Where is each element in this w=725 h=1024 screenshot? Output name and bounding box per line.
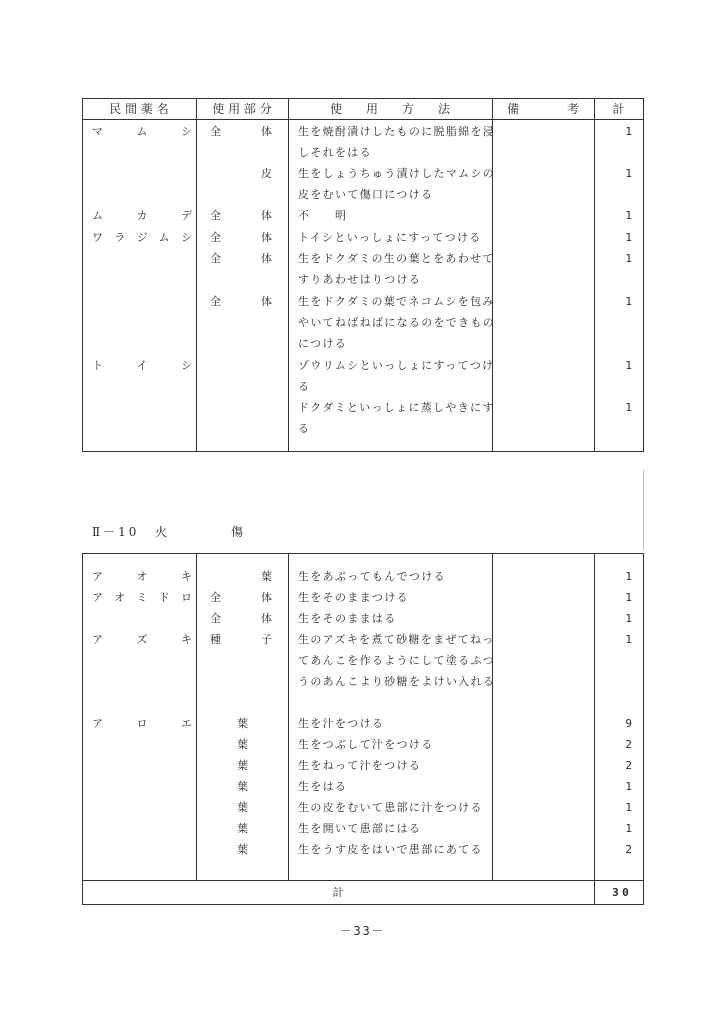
header-method: 使 用 方 法 [329, 102, 450, 116]
row-method: 生を焼酎漬けしたものに脱脂綿を浸しそれをはる [298, 125, 496, 159]
row-method: 生をしょうちゅう漬けしたマムシの皮をむいて傷口につける [298, 167, 496, 201]
row-part: 全 体 [210, 125, 272, 138]
row-name: ワラジムシ [92, 231, 192, 244]
row-part: 葉 [237, 801, 248, 814]
row-name: ア オ キ [92, 570, 192, 583]
table1-col-divider-2 [288, 98, 289, 451]
row-method: 不 明 [298, 209, 348, 222]
section-title: 火 [155, 525, 168, 539]
table1-right-border [643, 98, 644, 451]
row-part: 葉 [237, 759, 248, 772]
row-name: マ ム シ [92, 125, 192, 138]
row-method: ゾウリムシといっしょにすってつける [298, 359, 495, 393]
table2-top-border [82, 553, 644, 554]
row-count: 1 [625, 633, 632, 646]
row-count: 1 [625, 359, 632, 372]
row-count: 1 [625, 401, 632, 414]
row-count: 1 [625, 570, 632, 583]
row-method: 生をねって汁をつける [298, 759, 422, 772]
row-method: 生をドクダミの葉でネコムシを包みやいてねばねばになるのをできものにつける [298, 295, 496, 350]
row-part: 皮 [261, 167, 272, 180]
row-count: 1 [625, 295, 632, 308]
row-part: 全 体 [210, 591, 272, 604]
row-method: 生をそのままつける [298, 591, 409, 604]
row-method: 生をドクダミの生の葉とをあわせてすりあわせはりつける [298, 252, 495, 286]
scan-remnant-line [643, 470, 644, 550]
header-name: 民 間 薬 名 [109, 102, 169, 116]
header-part: 使 用 部 分 [212, 102, 272, 116]
table2-right-border [643, 553, 644, 905]
row-method: 生をあぶってもんでつける [298, 570, 446, 583]
row-count: 1 [625, 612, 632, 625]
row-count: 1 [625, 125, 632, 138]
row-part: 葉 [261, 570, 272, 583]
row-name: ム カ デ [92, 209, 192, 222]
row-name: ア ズ キ [92, 633, 192, 646]
row-method: 生をつぶして汁をつける [298, 738, 434, 751]
header-note: 備 考 [506, 102, 579, 116]
row-method: 生の皮をむいて患部に汁をつける [298, 801, 483, 814]
row-count: 1 [625, 801, 632, 814]
row-method: 生を開いて患部にはる [298, 822, 422, 835]
table2-col-divider-1 [196, 553, 197, 880]
row-part: 全 体 [210, 295, 272, 308]
row-count: 9 [625, 717, 632, 730]
row-part: 葉 [237, 822, 248, 835]
row-method: ドクダミといっしょに蒸しやきにする [298, 401, 495, 435]
header-count: 計 [612, 102, 625, 116]
row-part: 葉 [237, 717, 248, 730]
row-part: 葉 [237, 738, 248, 751]
row-count: 2 [625, 759, 632, 772]
row-name: アオミドロ [92, 591, 192, 604]
table1-bottom-border [82, 451, 644, 452]
row-part: 全 体 [210, 612, 272, 625]
row-part: 全 体 [210, 209, 272, 222]
table2-left-border [82, 553, 83, 905]
row-name: ア ロ エ [92, 717, 192, 730]
row-method: 生をうす皮をはいで患部にあてる [298, 843, 483, 856]
row-part: 葉 [237, 780, 248, 793]
section-title-2: 傷 [231, 525, 244, 539]
row-count: 1 [625, 591, 632, 604]
header-bottom-border [82, 119, 644, 120]
table1-col-divider-4 [594, 98, 595, 451]
table2-col-divider-4 [594, 553, 595, 905]
row-method: 生をはる [298, 780, 348, 793]
table2-col-divider-2 [288, 553, 289, 880]
row-method: トイシといっしょにすってつける [298, 231, 482, 244]
row-method: 生をそのままはる [298, 612, 397, 625]
row-count: 1 [625, 780, 632, 793]
row-count: 1 [625, 167, 632, 180]
page-number: －33－ [339, 924, 386, 938]
table2-bottom-border [82, 904, 644, 905]
row-part: 種 子 [210, 633, 272, 646]
row-method: 生を汁をつける [298, 717, 385, 730]
row-count: 1 [625, 252, 632, 265]
table1-col-divider-1 [196, 98, 197, 451]
table1-left-border [82, 98, 83, 451]
row-part: 葉 [237, 843, 248, 856]
total-label: 計 [332, 886, 344, 899]
row-name: ト イ シ [92, 359, 192, 372]
table2-total-top-border [82, 880, 644, 881]
row-part: 全 体 [210, 231, 272, 244]
row-count: 2 [625, 843, 632, 856]
total-value: 30 [612, 886, 632, 899]
row-method: 生のアズキを煮て砂糖をまぜてねってあんこを作るようにして塗るふつうのあんこより砂糖をよけい入れる [298, 633, 496, 688]
row-count: 1 [625, 209, 632, 222]
row-count: 2 [625, 738, 632, 751]
row-count: 1 [625, 822, 632, 835]
row-part: 全 体 [210, 252, 272, 265]
section-code: Ⅱ－10 [92, 525, 140, 539]
row-count: 1 [625, 231, 632, 244]
